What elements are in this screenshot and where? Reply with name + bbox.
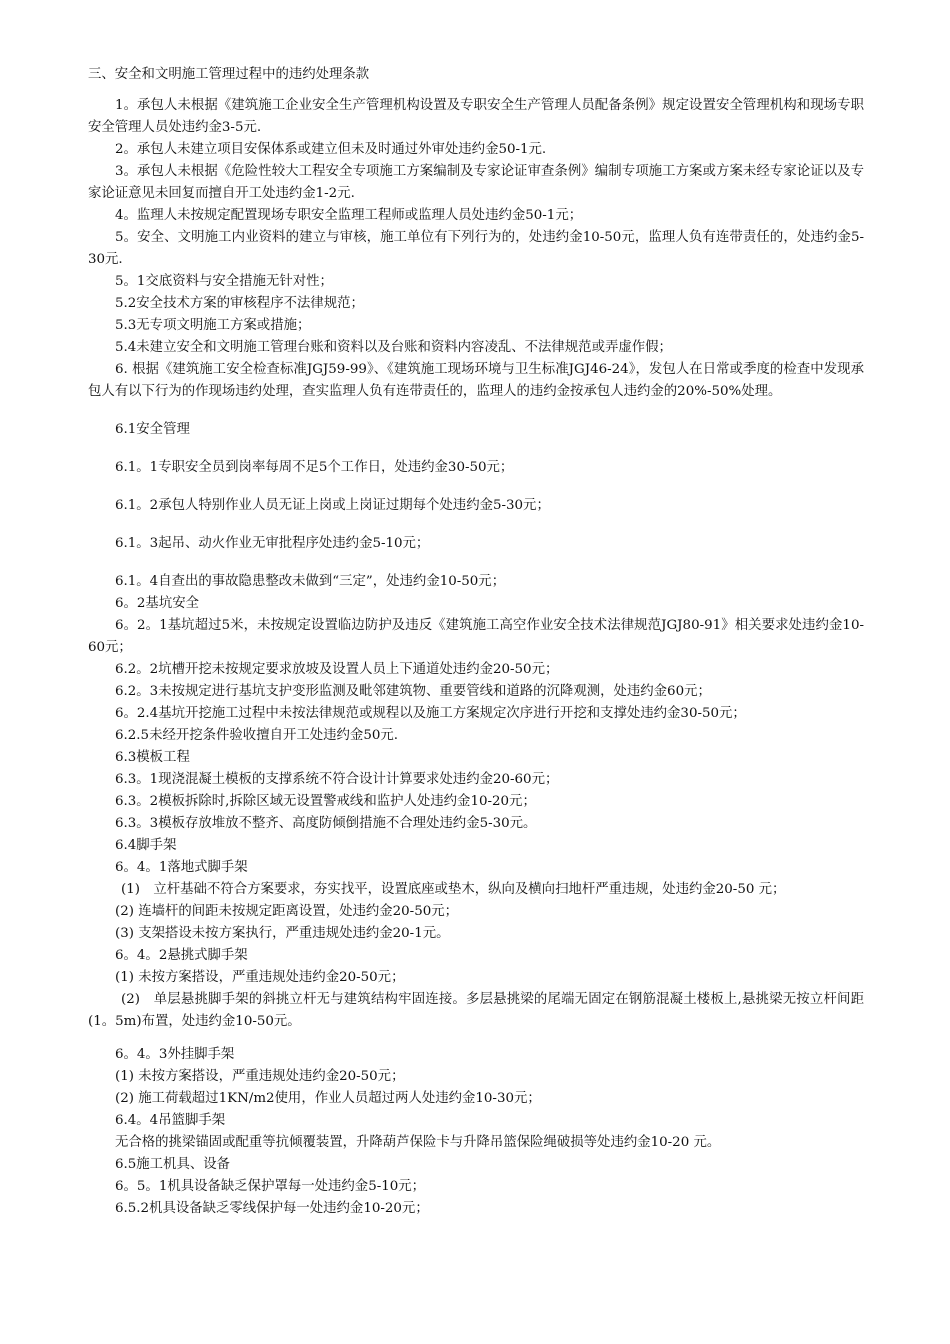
clause-6-4-2-item-1: (1) 未按方案搭设，严重违规处违约金20-50元； [115, 970, 405, 985]
clause-6-4-1: 6。4。1落地式脚手架 [115, 860, 248, 875]
clause-6-4-4: 6.4。4吊篮脚手架 [115, 1113, 226, 1128]
document-body [88, 95, 864, 1220]
subsection-6-2: 6。2基坑安全 [115, 596, 199, 611]
section-heading: 三、安全和文明施工管理过程中的违约处理条款 [88, 67, 370, 82]
clause-6-1-2: 6.1。2承包人特别作业人员无证上岗或上岗证过期每个处违约金5-30元； [115, 498, 550, 513]
clause-6-4-1-item-1: (1) 立杆基础不符合方案要求，夯实找平，设置底座或垫木，纵向及横向扫地杆严重违规，处违约金20-50 元； [121, 882, 786, 897]
clause-6-3-3: 6.3。3模板存放堆放不整齐、高度防倾倒措施不合理处违约金5-30元。 [115, 816, 537, 831]
clause-6-4-1-item-2: (2) 连墙杆的间距未按规定距离设置，处违约金20-50元； [115, 904, 459, 919]
clause-6-4-4-text: 无合格的挑梁锚固或配重等抗倾覆装置，升降葫芦保险卡与升降吊篮保险绳破损等处违约金10-20 元。 [115, 1135, 721, 1150]
clause-6-4-3-item-2: (2) 施工荷载超过1KN/m2使用，作业人员超过两人处违约金10-30元； [115, 1091, 541, 1106]
clause-6-3-2: 6.3。2模板拆除时,拆除区域无设置警戒线和监护人处违约金10-20元； [115, 794, 536, 809]
clause-6-2-5: 6.2.5未经开挖条件验收擅自开工处违约金50元. [115, 728, 399, 743]
clause-6-2-1: 6。2。1基坑超过5米，未按规定设置临边防护及违反《建筑施工高空作业安全技术法律规范JGJ80-91》相关要求处违约金10-60元； [88, 618, 864, 655]
clause-6-5-2: 6.5.2机具设备缺乏零线保护每一处违约金10-20元； [115, 1201, 429, 1216]
clause-6-4-2: 6。4。2悬挑式脚手架 [115, 948, 248, 963]
clause-6: 6. 根据《建筑施工安全检查标准JGJ59-99》、《建筑施工现场环境与卫生标准JGJ46-24》，发包人在日常或季度的检查中发现承包人有以下行为的作现场违约处理，查实监理人负有连带责任的，监理人的违约金按承包人违约金的20%-50%处理。 [88, 362, 864, 399]
clause-6-1-4: 6.1。4自查出的事故隐患整改未做到“三定”，处违约金10-50元； [115, 574, 506, 589]
clause-6-4-3: 6。4。3外挂脚手架 [115, 1047, 235, 1062]
clause-6-1-3: 6.1。3起吊、动火作业无审批程序处违约金5-10元； [115, 536, 430, 551]
clause-6-2-2: 6.2。2坑槽开挖未按规定要求放坡及设置人员上下通道处违约金20-50元； [115, 662, 559, 677]
clause-1: 1。承包人未根据《建筑施工企业安全生产管理机构设置及专职安全生产管理人员配备条例》规定设置安全管理机构和现场专职安全管理人员处违约金3-5元. [88, 98, 864, 135]
clause-6-4-1-item-3: (3) 支架搭设未按方案执行，严重违规处违约金20-1元。 [115, 926, 450, 941]
clause-6-2-3: 6.2。3未按规定进行基坑支护变形监测及毗邻建筑物、重要管线和道路的沉降观测，处违约金60元； [115, 684, 711, 699]
clause-6-4-2-item-2: (2) 单层悬挑脚手架的斜挑立杆无与建筑结构牢固连接。多层悬挑梁的尾端无固定在钢筋混凝土楼板上,悬挑梁无按立杆间距(1。5m)布置，处违约金10-50元。 [88, 992, 864, 1029]
subsection-6-5: 6.5施工机具、设备 [115, 1157, 231, 1172]
subsection-6-1: 6.1安全管理 [115, 422, 190, 437]
clause-4: 4。监理人未按规定配置现场专职安全监理工程师或监理人员处违约金50-1元； [115, 208, 583, 223]
clause-3: 3。承包人未根据《危险性较大工程安全专项施工方案编制及专家论证审查条例》编制专项施工方案或方案未经专家论证以及专家论证意见未回复而擅自开工处违约金1-2元. [88, 164, 864, 201]
clause-5-4: 5.4未建立安全和文明施工管理台账和资料以及台账和资料内容凌乱、不法律规范或弄虚作假； [115, 340, 672, 355]
clause-5: 5。安全、文明施工内业资料的建立与审核，施工单位有下列行为的，处违约金10-50元，监理人负有连带责任的，处违约金5-30元. [88, 230, 864, 267]
subsection-6-3: 6.3模板工程 [115, 750, 190, 765]
clause-5-2: 5.2安全技术方案的审核程序不法律规范； [115, 296, 364, 311]
subsection-6-4: 6.4脚手架 [115, 838, 177, 853]
clause-6-2-4: 6。2.4基坑开挖施工过程中未按法律规范或规程以及施工方案规定次序进行开挖和支撑处违约金30-50元； [115, 706, 746, 721]
clause-5-3: 5.3无专项文明施工方案或措施； [115, 318, 311, 333]
clause-5-1: 5。1交底资料与安全措施无针对性； [115, 274, 333, 289]
clause-6-3-1: 6.3。1现浇混凝土模板的支撑系统不符合设计计算要求处违约金20-60元； [115, 772, 559, 787]
clause-6-4-3-item-1: (1) 未按方案搭设，严重违规处违约金20-50元； [115, 1069, 405, 1084]
clause-6-1-1: 6.1。1专职安全员到岗率每周不足5个工作日，处违约金30-50元； [115, 460, 514, 475]
clause-2: 2。承包人未建立项目安保体系或建立但未及时通过外审处违约金50-1元. [115, 142, 547, 157]
clause-6-5-1: 6。5。1机具设备缺乏保护罩每一处违约金5-10元； [115, 1179, 426, 1194]
